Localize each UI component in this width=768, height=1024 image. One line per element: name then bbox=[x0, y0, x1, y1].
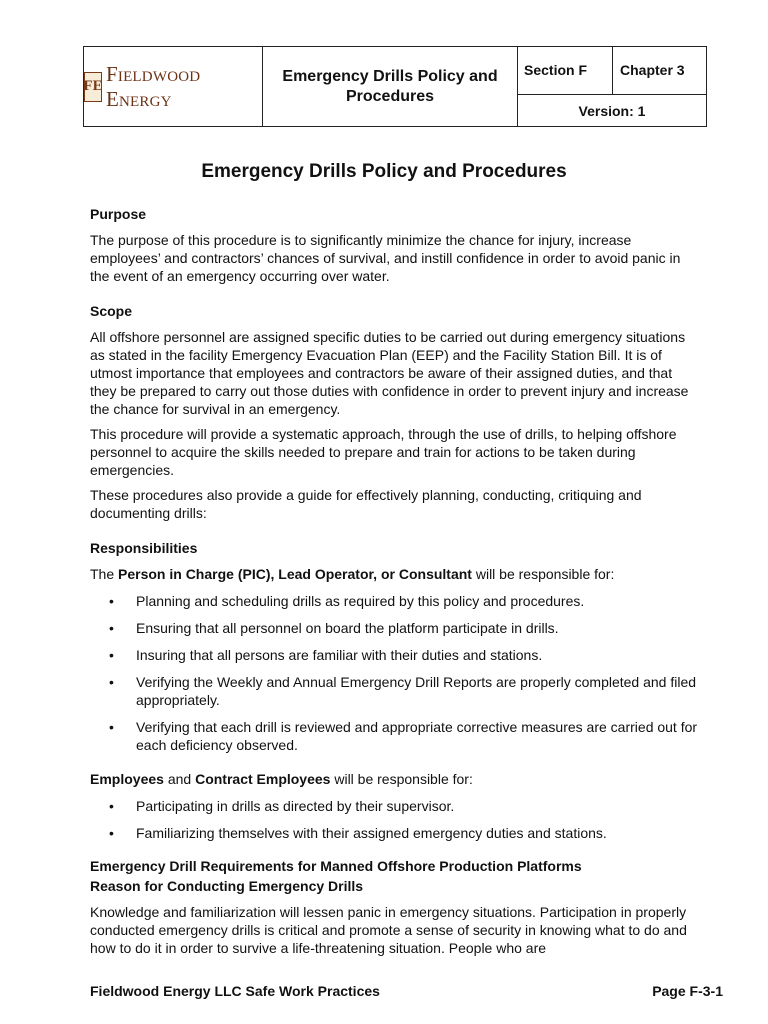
employee-responsibility-list bbox=[90, 797, 700, 842]
contract-employees-role: Contract Employees bbox=[195, 771, 331, 787]
footer-left: Fieldwood Energy LLC Safe Work Practices bbox=[90, 983, 380, 999]
version-label: Version: 1 bbox=[578, 102, 646, 119]
header-meta-top bbox=[518, 47, 706, 95]
page-footer bbox=[90, 983, 723, 999]
pic-responsibility-list bbox=[90, 592, 700, 754]
list-item: • Ensuring that all personnel on board the platform participate in drills. bbox=[90, 619, 700, 637]
header-title bbox=[263, 47, 518, 126]
header-title-text: Emergency Drills Policy and Procedures bbox=[282, 67, 498, 105]
logo-mark: FE bbox=[84, 72, 102, 102]
list-item: • Participating in drills as directed by their supervisor. bbox=[90, 797, 700, 815]
requirements-heading: Emergency Drill Requirements for Manned Offshore Production Platforms bbox=[90, 858, 582, 874]
chapter-label: Chapter 3 bbox=[620, 62, 685, 78]
purpose-heading: Purpose bbox=[90, 206, 147, 222]
page-number: Page F-3-1 bbox=[652, 983, 723, 999]
purpose-text: The purpose of this procedure is to significantly minimize the chance for injury, increase employees’ and contractors’ chances of survival, and instill confidence in order to avoid panic in the event of an emergency occurring over water. bbox=[90, 232, 681, 284]
document-body bbox=[90, 205, 700, 957]
pic-intro bbox=[90, 565, 700, 583]
header-meta bbox=[518, 47, 706, 126]
scope-paragraph-1: All offshore personnel are assigned specific duties to be carried out during emergency situations as stated in the facility Emergency Evacuation Plan (EEP) and the Facility Station Bill. It is of utmost importance that employees and contractors be aware of their assigned duties, and that they be prepared to carry out those duties with confidence in order to prevent injury and increase the chance for survival in an emergency. bbox=[90, 329, 689, 417]
scope-heading: Scope bbox=[90, 303, 133, 319]
scope-paragraph-3: These procedures also provide a guide for effectively planning, conducting, critiquing and documenting drills: bbox=[90, 487, 642, 521]
scope-paragraph-2: This procedure will provide a systematic approach, through the use of drills, to helping offshore personnel to acquire the skills needed to prepare and train for actions to be taken during emergencies. bbox=[90, 426, 677, 478]
responsibilities-heading: Responsibilities bbox=[90, 540, 198, 556]
pic-intro-pre: The bbox=[90, 566, 119, 582]
list-item: • Verifying that each drill is reviewed and appropriate corrective measures are carried out for each deficiency observed. bbox=[90, 718, 700, 754]
document-title: Emergency Drills Policy and Procedures bbox=[201, 161, 567, 182]
section-label: Section F bbox=[518, 47, 613, 94]
employees-role: Employees bbox=[90, 771, 164, 787]
list-item: • Insuring that all persons are familiar with their duties and stations. bbox=[90, 646, 700, 664]
pic-intro-roles: Person in Charge (PIC), Lead Operator, or Consultant bbox=[118, 566, 472, 582]
list-item: • Familiarizing themselves with their assigned emergency duties and stations. bbox=[90, 824, 700, 842]
logo-text: Fieldwood Energy bbox=[106, 61, 201, 111]
list-item: • Planning and scheduling drills as required by this policy and procedures. bbox=[90, 592, 700, 610]
reason-text: Knowledge and familiarization will lessen panic in emergency situations. Participation in properly conducted emergency drills is critical and promote a sense of security in knowing what to do and how to do it in order to survive a life-threatening situation. People who are bbox=[90, 904, 687, 956]
reason-subheading: Reason for Conducting Emergency Drills bbox=[90, 878, 364, 894]
employees-intro bbox=[90, 770, 700, 788]
document-header bbox=[83, 46, 707, 127]
company-logo bbox=[84, 47, 263, 126]
employees-intro-mid: and bbox=[163, 771, 196, 787]
employees-intro-post: will be responsible for: bbox=[330, 771, 473, 787]
list-item: • Verifying the Weekly and Annual Emergency Drill Reports are properly completed and filed appropriately. bbox=[90, 673, 700, 709]
pic-intro-post: will be responsible for: bbox=[471, 566, 615, 582]
